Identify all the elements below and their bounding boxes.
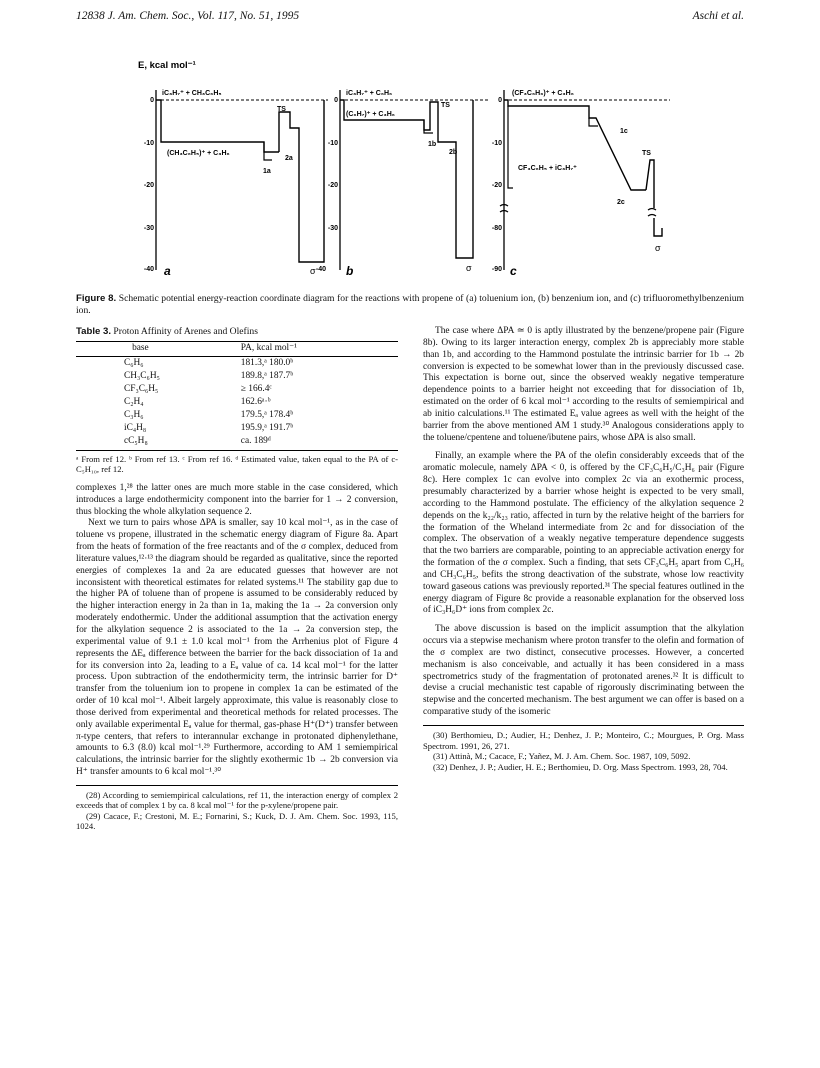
column-header-base: base — [76, 341, 205, 356]
table-row — [76, 383, 398, 396]
panel-letter-b: b — [346, 264, 354, 278]
right-column — [423, 326, 744, 772]
cell-pa: 162.6ᵃ·ᵇ — [240, 396, 271, 407]
footnote-divider — [423, 725, 744, 726]
tick-label: -40 — [143, 266, 154, 273]
tick-label: 0 — [334, 97, 338, 104]
cell-pa: 179.5,ᵃ 178.4ᵇ — [240, 409, 294, 420]
label-1a: 1a — [263, 168, 271, 175]
tick-label: -20 — [491, 182, 502, 189]
table-row — [76, 396, 398, 409]
footnote-28: (28) According to semiempirical calculations, ref 11, the interaction energy of complex 2 exceeds that of complex 1 by ca. 8 kcal mol⁻¹ for the p-xylene/propene pair. — [76, 789, 398, 811]
table-row — [76, 356, 398, 370]
footnotes — [423, 730, 744, 772]
label-complex: (C₆H₇)⁺ + C₃H₆ — [346, 111, 395, 118]
footnote-32: (32) Denhez, J. P.; Audier, H. E.; Berthomieu, D. Org. Mass Spectrom. 1993, 28, 704. — [433, 761, 728, 772]
label-complex: (CH₃C₆H₅)⁺ + C₃H₆ — [167, 150, 230, 157]
label-sigma: σ — [310, 266, 316, 276]
label-complex: CF₃C₆H₅ + iC₃H₇⁺ — [518, 165, 577, 172]
panel-letter-c: c — [510, 264, 517, 278]
tick-label: -10 — [491, 140, 502, 147]
label-sigma: σ — [466, 263, 472, 273]
tick-label: -10 — [143, 140, 154, 147]
cell-base: C₆H₆ — [124, 357, 144, 368]
tick-label: -80 — [491, 225, 502, 232]
cell-pa: ca. 189ᵈ — [205, 435, 398, 451]
tick-label: -20 — [143, 182, 154, 189]
panel-c — [492, 90, 670, 278]
label-ts: TS — [642, 150, 651, 157]
footnote-31: (31) Attinà, M.; Cacace, F.; Yañez, M. J. Am. Chem. Soc. 1987, 109, 5092. — [433, 751, 691, 761]
label-sigma: σ — [655, 243, 661, 253]
label-reactants: iC₃H₇⁺ + CH₃C₆H₅ — [162, 90, 222, 97]
cell-pa: 189.8,ᵃ 187.7ᵇ — [240, 370, 294, 381]
running-header-right: Aschi et al. — [692, 10, 744, 22]
tick-label: -20 — [327, 182, 338, 189]
figure-caption-text: Schematic potential energy-reaction coordinate diagram for the reactions with propene of (a) toluenium ion, (b) benzenium ion, and (c) trifluoromethylbenzenium ion. — [76, 293, 745, 316]
body-paragraph: complexes 1,²⁸ the latter ones are much more stable in the case considered, which introduces a large endothermicity component into the barrier for 1 → 2 conversion, thus blocking the whole alkylation sequence 2. — [76, 482, 398, 517]
body-paragraph: Next we turn to pairs whose ΔPA is smaller, say 10 kcal mol⁻¹, as in the case of toluene vs propene, illustrated in the schematic energy diagram of Figure 8a. Apart from the heats of formation of the free reactants and of the σ complex, deduced from literature values,¹²·¹³ the diagram should be regarded as qualitative, since the reported energies of complexes 1a and 2a are educated guesses that however are not inconsistent with theoretical estimates for related systems.¹¹ The stability gap due to the higher PA of toluene than of propene is assumed to be considerably reduced by the higher interaction energy in 2a than in 1a, making the 1a → 2a conversion only moderately endothermic. Under the additional assumption that the activation energy for the alkylation sequence 2 is associated to the 1a → 2a conversion step, the experimental value of 9.1 ± 1.0 kcal mol⁻¹ from the Arrhenius plot of Figure 4 represents the ΔEₐ difference between the barrier for the back dissociation of 1a and for its conversion into 2a, leading to a Eₐ value of ca. 14 kcal mol⁻¹ for the latter process. Upon subtraction of the endothermicity term, the intrinsic barrier for D⁺ transfer from the toluenium ion to propene in complex 1a can be estimated of the order of 10 kcal mol⁻¹. Albeit largely approximate, this value is reasonably close to those derived from experimental and theoretical methods for related processes. The only available experimental Eₐ value for thermal, gas-phase H⁺(D⁺) transfer between π-type centers, that refers to interannular exchange in protonated diphenylethane, amounts to 6.3 (8.0) kcal mol⁻¹.²⁹ Furthermore, according to AM 1 semiempirical calculations, the intrinsic barrier for the slightly exothermic 1b → 2b conversion via H⁺ transfer amounts to 6 kcal mol⁻¹.³⁰ — [76, 518, 398, 778]
running-header-left: 12838 J. Am. Chem. Soc., Vol. 117, No. 51, 1995 — [76, 10, 300, 22]
body-paragraph: Finally, an example where the PA of the olefin considerably exceeds that of the aromatic molecule, namely ΔPA < 0, is offered by the CF₃C₆H₅/C₃H₆ pair (Figure 8c). Here complex 1c can evolve into complex 2c via an exothermic process, presumably characterized by a barrier whose height is expected to be very small, according to the Hammond postulate. The efficiency of the alkylation sequence 2 depends on the k₂₂/k₂₃ ratio, affected in turn by the relative height of the barriers for the formation of the Wheland intermediate from 2c and for dissociation of the complex. The observation of a weakly negative temperature dependence suggests that the two barriers are comparable, pointing to an appreciable activation energy for the formation of the σ complex. Such a finding, that sets CF₃C₆H₅ apart from C₆H₆ and CH₃C₆H₅, befits the strong deactivation of the substrate, whose low reactivity toward gaseous cations was previously reported.³¹ The special features outlined in the energy diagram of Figure 8c provide a reasonable explanation for the observed loss of iC₃H₆D⁺ ions from complex 2c. — [423, 451, 744, 616]
body-paragraph: The above discussion is based on the implicit assumption that the alkylation occurs via a stepwise mechanism where proton transfer to the olefin and formation of the σ complex are two distinct, consecutive processes. However, a concerted mechanism is also conceivable, and actually it has been considered in a mass spectrometrics study of the fragmentation of protonated arenes.³² It is difficult to devise a crucial mechanistic test capable of rigorously discriminating between the stepwise and the concerted mechanism. The best argument we can offer is based on a comparative study of the isomeric — [423, 624, 744, 718]
panel-letter-a: a — [164, 264, 171, 278]
footnotes — [76, 790, 398, 832]
figure-caption-label: Figure 8. — [76, 293, 117, 304]
table-header-row — [76, 341, 398, 356]
label-2c: 2c — [617, 199, 625, 206]
table-row — [76, 370, 398, 383]
table-footnote: ᵃ From ref 12. ᵇ From ref 13. ᶜ From ref 16. ᵈ Estimated value, taken equal to the PA of c-C₅H₁₀, ref 12. — [76, 453, 398, 475]
tick-label: -30 — [327, 225, 338, 232]
label-2a: 2a — [285, 155, 293, 162]
footnote-divider — [76, 785, 398, 786]
footnote-30: (30) Berthomieu, D.; Audier, H.; Denhez, J. P.; Monteiro, C.; Mourgues, P. Org. Mass Spectrom. 1991, 26, 271. — [423, 730, 744, 751]
table-label: Table 3. — [76, 326, 112, 337]
cell-base: C₃H₆ — [124, 409, 144, 420]
panel-b — [316, 90, 488, 278]
column-header-pa: PA, kcal mol⁻¹ — [205, 341, 398, 356]
table-caption: Proton Affinity of Arenes and Olefins — [111, 326, 258, 337]
tick-label: -90 — [491, 266, 502, 273]
tick-label: -40 — [315, 266, 326, 273]
label-ts: TS — [441, 102, 450, 109]
label-1b: 1b — [428, 141, 437, 148]
figure-8-energy-diagram — [76, 58, 744, 290]
cell-pa: 181.3,ᵃ 180.0ᵇ — [240, 357, 294, 368]
figure-caption — [76, 293, 744, 317]
label-reactants: (CF₃C₆H₆)⁺ + C₃H₆ — [512, 90, 574, 97]
y-axis-label: E, kcal mol⁻¹ — [138, 60, 196, 71]
cell-pa: ≥ 166.4ᶜ — [240, 383, 272, 394]
panel-a — [144, 90, 328, 278]
label-ts: TS — [277, 106, 286, 113]
cell-base: CF₃C₆H₅ — [124, 383, 159, 394]
table-row — [76, 422, 398, 435]
tick-label: -10 — [327, 140, 338, 147]
label-reactants: iC₃H₇⁺ + C₆H₆ — [346, 90, 393, 97]
footnote-29: (29) Cacace, F.; Crestoni, M. E.; Fornarini, S.; Kuck, D. J. Am. Chem. Soc. 1993, 115, 1024. — [76, 810, 398, 832]
label-1c: 1c — [620, 128, 628, 135]
left-column — [76, 326, 398, 832]
tick-label: -30 — [143, 225, 154, 232]
tick-label: 0 — [150, 97, 154, 104]
tick-label: 0 — [498, 97, 502, 104]
cell-base: CH₃C₆H₅ — [124, 370, 160, 381]
body-paragraph: The case where ΔPA ≃ 0 is aptly illustrated by the benzene/propene pair (Figure 8b). Owing to its larger interaction energy, complex 2b is appreciably more stable than 1b, and according to the Hammond postulate the intrinsic barrier for 1b → 2b conversion is expected to be somewhat lower than in the previously discussed case. This expectation is borne out, since the observed weakly negative temperature dependence points to a barrier height not exceeding that for dissociation of 1b, estimated on the order of 6 kcal mol⁻¹ according to the results of semiempirical and ab initio calculations.¹¹ The estimated Eₐ value agrees as well with the height of the barrier from the above mentioned AM 1 study.³⁰ Analogous considerations apply to the toluene/cpentene and toluene/ibutene pairs, whose ΔPA is also small. — [423, 326, 744, 443]
table-row — [76, 409, 398, 422]
table-row — [76, 435, 398, 451]
cell-base: C₂H₄ — [124, 396, 144, 407]
proton-affinity-table — [76, 341, 398, 451]
cell-base: iC₄H₈ — [124, 422, 147, 433]
table-title — [76, 326, 398, 338]
cell-pa: 195.9,ᵃ 191.7ᵇ — [240, 422, 294, 433]
label-2b: 2b — [449, 149, 458, 156]
cell-base: cC₅H₈ — [76, 435, 205, 451]
